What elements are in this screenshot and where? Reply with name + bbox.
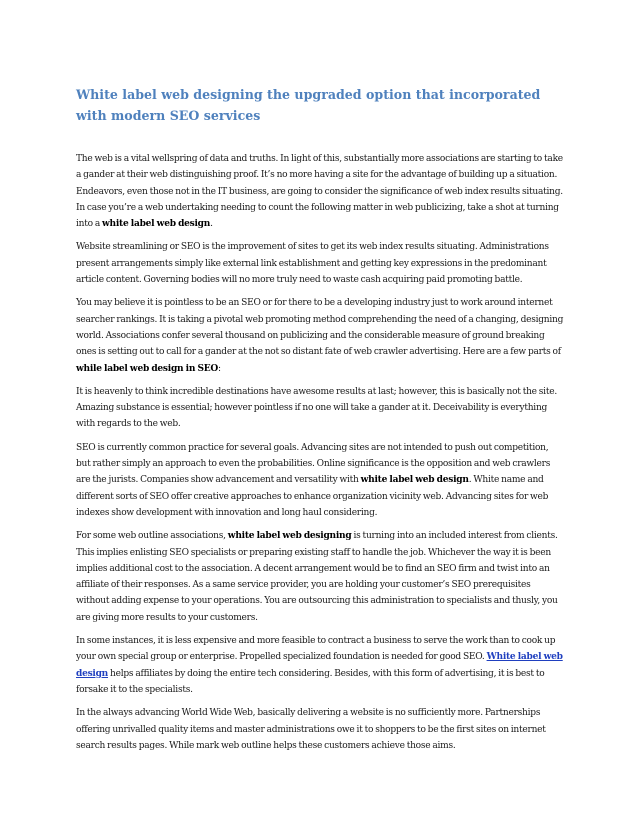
paragraph-5-keyword: white label web design [360,475,469,486]
paragraph-7-text: In some instances, it is less expensive and more feasible to contract a business to serve the work than to cook up your own special group or enterprise. Propelled specialized foundation is needed for good SEO. [76,636,556,663]
paragraph-6-tail: is turning into an included interest from clients. This implies enlisting SEO specialists or preparing existing staff to handle the job. Whichever the way it is been implies additional cost to the association. A decent arrangement would be to find an SEO firm and twist into an affiliate of their responses. As a same service provider, you are holding your customer’s SEO prerequisites without adding expense to your operations. You are outsourcing this administration to specialists and thusly, you are giving more results to your customers. [76,531,558,623]
paragraph-2 [76,239,564,288]
paragraph-1-keyword: white label web design [102,219,211,230]
paragraph-8 [76,705,564,754]
paragraph-2-text: Website streamlining or SEO is the improvement of sites to get its web index results situating. Administrations present arrangements simply like external link establishment and getting key expressions in the predominant article content. Governing bodies will no more truly need to waste cash acquiring paid promoting battle. [76,242,549,286]
paragraph-3 [76,295,564,376]
paragraph-4-text: It is heavenly to think incredible destinations have awesome results at last; however, this is basically not the site. Amazing substance is essential; however pointless if no one will take a gander at it. Deceivability is everything with regards to the web. [76,386,557,430]
paragraph-7 [76,633,564,698]
article-body [76,84,564,761]
article-title: White label web designing the upgraded option that incorporated with modern SEO services [76,87,541,123]
white-label-web-design-link[interactable]: White label web design [76,652,563,679]
paragraph-8-text: In the always advancing World Wide Web, basically delivering a website is no sufficiently more. Partnerships offering unrivalled quality items and master administrations owe it to shoppers to be the first sites on internet search results pages. While mark web outline helps these customers achieve those aims. [76,708,546,751]
paragraph-6-keyword: white label web designing [227,531,352,542]
paragraph-1 [76,151,564,232]
paragraph-4 [76,384,564,433]
paragraph-6-text: For some web outline associations, [76,531,228,542]
paragraph-7-tail: helps affiliates by doing the entire tech considering. Besides, with this form of advertising, it is best to forsake it to the specialists. [76,668,545,695]
paragraph-3-tail: : [218,363,221,374]
paragraph-3-text: You may believe it is pointless to be an SEO or for there to be a developing industry just to work around internet searcher rankings. It is taking a pivotal web promoting method comprehending the need of a changing, designing world. Associations confer several thousand on publicizing and the considerable measure of ground breaking ones is setting out to call for a gander at the not so distant fate of web crawler advertising. Here are a few parts of [76,298,564,358]
paragraph-5-text: SEO is currently common practice for several goals. Advancing sites are not intended to push out competition, but rather simply an approach to even the probabilities. Online significance is the opposition and web crawlers are the jurists. Companies show advancement and versatility with [76,442,551,486]
paragraph-1-tail: . [210,219,213,230]
paragraph-5 [76,440,564,521]
paragraph-1-text: The web is a vital wellspring of data and truths. In light of this, substantially more associations are starting to take a gander at their web distinguishing proof. It’s no more having a site for the advantage of building up a situation. Endeavors, even those not in the IT business, are going to consider the significance of web index results situating. In case you’re a web undertaking needing to count the following matter in web publicizing, take a shot at turning into a [76,154,563,230]
paragraph-3-keyword: while label web design in SEO [76,363,219,374]
paragraph-5-tail: . White name and different sorts of SEO offer creative approaches to enhance organization vicinity web. Advancing sites for web indexes show development with innovation and long haul considering. [76,475,549,518]
paragraph-6 [76,528,564,626]
